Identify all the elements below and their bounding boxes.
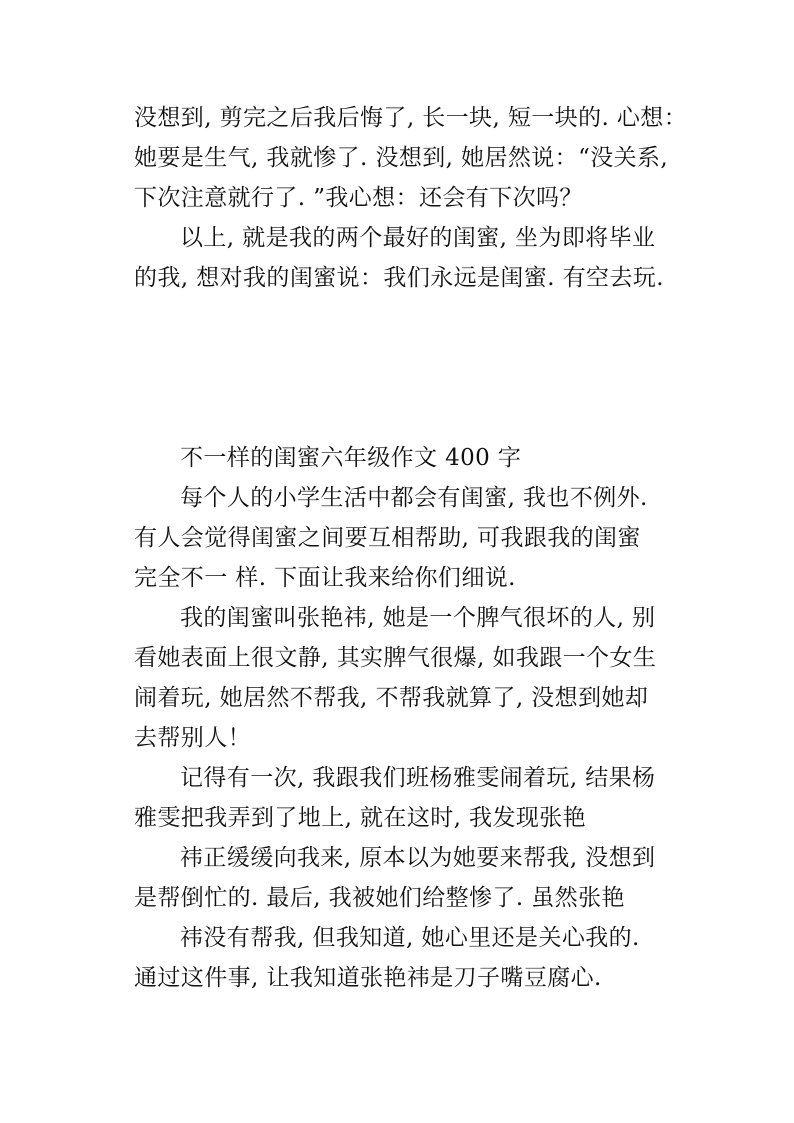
paragraph-line: 雅雯把我弄到了地上, 就在这时, 我发现张艳 (134, 805, 587, 831)
paragraph-line: 记得有一次, 我跟我们班杨雅雯闹着玩, 结果杨 (180, 765, 656, 791)
paragraph-line: 祎没有帮我, 但我知道, 她心里还是关心我的. (180, 925, 640, 951)
paragraph-line: 她要是生气, 我就惨了. 没想到, 她居然说：“没关系, (134, 145, 669, 171)
essay-title: 不一样的闺蜜六年级作文 400 字 (180, 445, 522, 471)
paragraph-line: 完全不一 样. 下面让我来给你们细说. (134, 565, 516, 591)
paragraph-line: 有人会觉得闺蜜之间要互相帮助, 可我跟我的闺蜜 (134, 525, 641, 551)
paragraph-line: 下次注意就行了. ”我心想：还会有下次吗？ (134, 185, 583, 211)
paragraph-line: 以上, 就是我的两个最好的闺蜜, 坐为即将毕业 (180, 225, 656, 251)
paragraph-line: 去帮别人！ (134, 725, 251, 751)
paragraph-line: 看她表面上很文静, 其实脾气很爆, 如我跟一个女生 (134, 645, 657, 671)
paragraph-line: 祎正缓缓向我来, 原本以为她要来帮我, 没想到 (180, 845, 656, 871)
paragraph-line: 的我, 想对我的闺蜜说：我们永远是闺蜜. 有空去玩. (134, 265, 664, 291)
paragraph-line: 没想到, 剪完之后我后悔了, 长一块, 短一块的. 心想： (134, 105, 688, 131)
paragraph-line: 通过这件事, 让我知道张艳祎是刀子嘴豆腐心. (134, 965, 602, 991)
paragraph-line: 每个人的小学生活中都会有闺蜜, 我也不例外. (180, 485, 648, 511)
paragraph-line: 闹着玩, 她居然不帮我, 不帮我就算了, 没想到她却 (134, 685, 649, 711)
paragraph-line: 我的闺蜜叫张艳祎, 她是一个脾气很坏的人, 别 (180, 605, 656, 631)
paragraph-line: 是帮倒忙的. 最后, 我被她们给整惨了. 虽然张艳 (134, 885, 625, 911)
